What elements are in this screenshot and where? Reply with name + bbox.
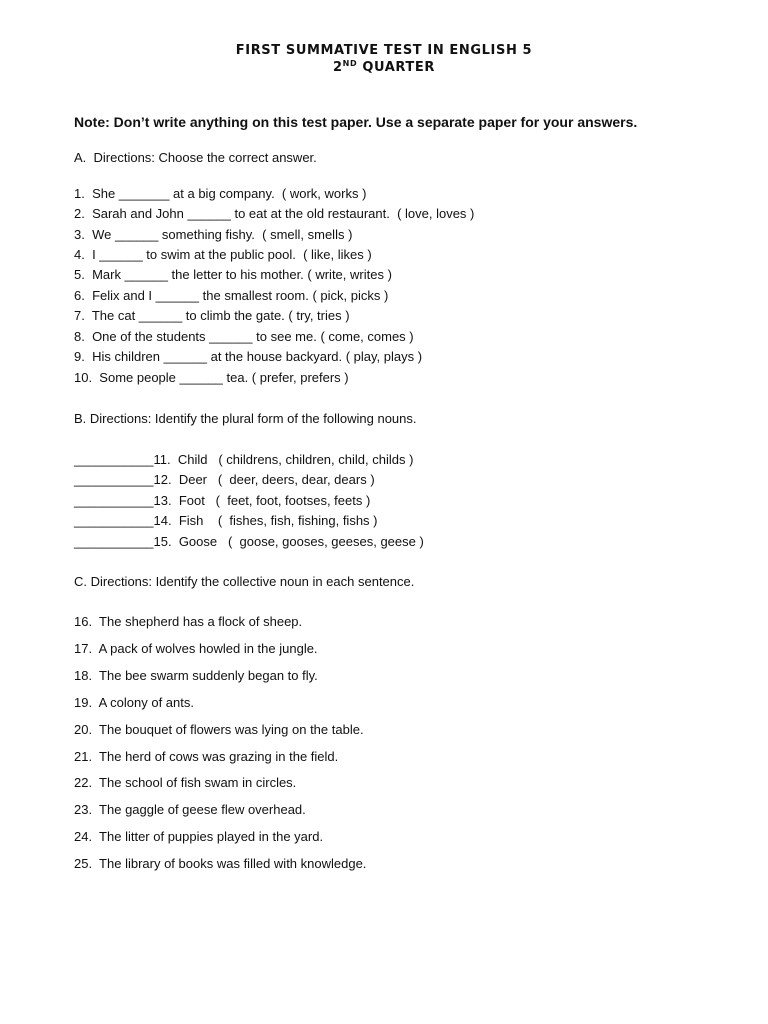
question-item: 19. A colony of ants. xyxy=(74,695,194,710)
section-b-directions: B. Directions: Identify the plural form of the following nouns. xyxy=(74,411,417,426)
question-item: ___________15. Goose ( goose, gooses, geeses, geese ) xyxy=(74,534,424,549)
question-item: 1. She _______ at a big company. ( work, works ) xyxy=(74,186,367,201)
question-item: 16. The shepherd has a flock of sheep. xyxy=(74,614,303,629)
question-item: 3. We ______ something fishy. ( smell, smells ) xyxy=(74,227,353,242)
question-item: ___________11. Child ( childrens, children, child, childs ) xyxy=(74,452,414,467)
question-item: ___________12. Deer ( deer, deers, dear, dears ) xyxy=(74,472,375,487)
question-item: 6. Felix and I ______ the smallest room. ( pick, picks ) xyxy=(74,288,389,303)
question-item: 10. Some people ______ tea. ( prefer, prefers ) xyxy=(74,370,349,385)
question-item: 25. The library of books was filled with knowledge. xyxy=(74,856,367,871)
question-item: 7. The cat ______ to climb the gate. ( try, tries ) xyxy=(74,308,350,323)
section-a-directions: A. Directions: Choose the correct answer. xyxy=(74,150,317,165)
quarter-word: QUARTER xyxy=(357,60,435,75)
section-c-directions: C. Directions: Identify the collective noun in each sentence. xyxy=(74,574,415,589)
question-item: 17. A pack of wolves howled in the jungle. xyxy=(74,641,318,656)
quarter-number: 2 xyxy=(333,60,343,75)
question-item: ___________13. Foot ( feet, foot, footses, feets ) xyxy=(74,493,371,508)
test-title: FIRST SUMMATIVE TEST IN ENGLISH 5 xyxy=(235,43,533,58)
question-item: 23. The gaggle of geese flew overhead. xyxy=(74,802,306,817)
question-item: 21. The herd of cows was grazing in the field. xyxy=(74,749,339,764)
question-item: 22. The school of fish swam in circles. xyxy=(74,775,297,790)
question-item: 20. The bouquet of flowers was lying on the table. xyxy=(74,722,364,737)
question-item: 5. Mark ______ the letter to his mother. ( write, writes ) xyxy=(74,267,392,282)
question-item: 9. His children ______ at the house backyard. ( play, plays ) xyxy=(74,349,423,364)
question-item: 2. Sarah and John ______ to eat at the old restaurant. ( love, loves ) xyxy=(74,206,475,221)
question-item: 18. The bee swarm suddenly began to fly. xyxy=(74,668,318,683)
quarter-ordinal-suffix: ND xyxy=(342,59,358,68)
quarter-heading xyxy=(0,60,768,76)
test-note: Note: Don’t write anything on this test paper. Use a separate paper for your answers. xyxy=(74,114,638,130)
question-item: ___________14. Fish ( fishes, fish, fishing, fishs ) xyxy=(74,513,378,528)
question-item: 4. I ______ to swim at the public pool. ( like, likes ) xyxy=(74,247,372,262)
question-item: 8. One of the students ______ to see me. ( come, comes ) xyxy=(74,329,414,344)
question-item: 24. The litter of puppies played in the yard. xyxy=(74,829,324,844)
